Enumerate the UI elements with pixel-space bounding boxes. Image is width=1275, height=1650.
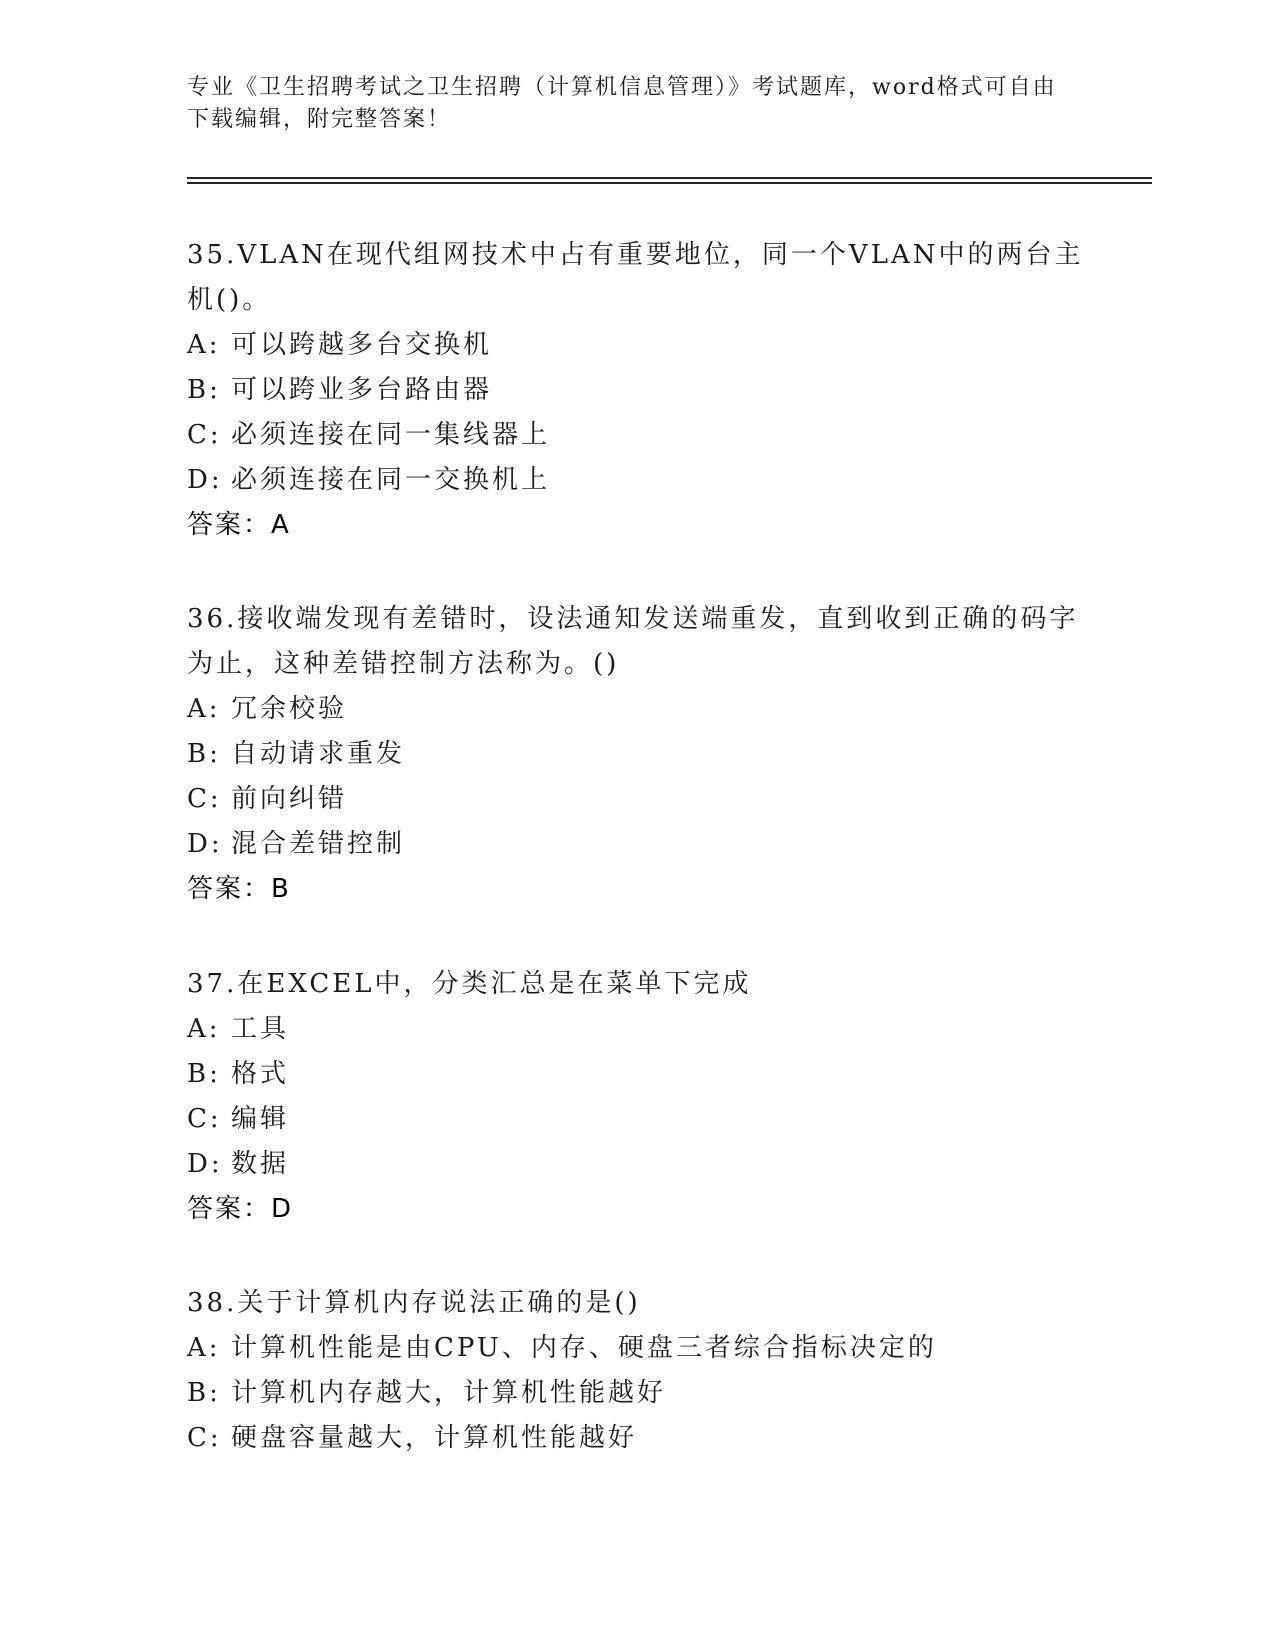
option-text: 必须连接在同一集线器上 xyxy=(231,420,551,450)
question-36 xyxy=(187,597,1087,912)
option-text: 工具 xyxy=(231,1014,290,1044)
option-b xyxy=(187,732,1087,777)
option-a xyxy=(187,1007,1087,1052)
question-38 xyxy=(187,1281,1087,1461)
option-text: 可以跨越多台交换机 xyxy=(231,330,493,360)
option-letter: B: xyxy=(187,1059,221,1089)
answer-label: 答案：D xyxy=(187,1194,294,1224)
question-text: 36.接收端发现有差错时，设法通知发送端重发，直到收到正确的码字为止，这种差错控制方法称为。() xyxy=(187,604,1079,679)
option-letter: A: xyxy=(187,1333,221,1363)
option-text: 硬盘容量越大，计算机性能越好 xyxy=(231,1423,638,1453)
option-text: 混合差错控制 xyxy=(231,829,406,859)
question-37 xyxy=(187,962,1087,1232)
option-text: 数据 xyxy=(231,1149,290,1179)
option-a xyxy=(187,323,1087,368)
option-letter: B: xyxy=(187,1378,221,1408)
option-letter: B: xyxy=(187,375,221,405)
header-divider-bottom xyxy=(187,182,1152,184)
option-b xyxy=(187,1371,1087,1416)
question-35 xyxy=(187,233,1087,548)
option-letter: A: xyxy=(187,330,221,360)
option-letter: A: xyxy=(187,694,221,724)
option-text: 必须连接在同一交换机上 xyxy=(231,465,551,495)
header-divider-top xyxy=(187,177,1152,179)
option-c xyxy=(187,1416,1087,1461)
question-text: 37.在EXCEL中，分类汇总是在菜单下完成 xyxy=(187,969,752,999)
option-a xyxy=(187,687,1087,732)
answer-label: 答案：B xyxy=(187,874,291,904)
option-a xyxy=(187,1326,1087,1371)
document-header: 专业《卫生招聘考试之卫生招聘（计算机信息管理）》考试题库，word格式可自由下载编辑，附完整答案！ xyxy=(187,75,1057,132)
option-text: 计算机性能是由CPU、内存、硬盘三者综合指标决定的 xyxy=(231,1333,937,1363)
option-d xyxy=(187,458,1087,503)
option-c xyxy=(187,1097,1087,1142)
question-text: 35.VLAN在现代组网技术中占有重要地位，同一个VLAN中的两台主机()。 xyxy=(187,240,1084,315)
option-text: 计算机内存越大，计算机性能越好 xyxy=(231,1378,667,1408)
option-d xyxy=(187,1142,1087,1187)
option-text: 自动请求重发 xyxy=(231,739,406,769)
option-text: 前向纠错 xyxy=(231,784,348,814)
option-text: 编辑 xyxy=(231,1104,290,1134)
option-d xyxy=(187,822,1087,867)
option-c xyxy=(187,777,1087,822)
option-letter: D: xyxy=(187,829,223,859)
option-letter: A: xyxy=(187,1014,221,1044)
question-text: 38.关于计算机内存说法正确的是() xyxy=(187,1288,641,1318)
option-text: 格式 xyxy=(231,1059,290,1089)
option-letter: C: xyxy=(187,784,222,814)
option-b xyxy=(187,1052,1087,1097)
option-b xyxy=(187,368,1087,413)
option-text: 冗余校验 xyxy=(231,694,348,724)
answer-label: 答案：A xyxy=(187,510,291,540)
option-letter: C: xyxy=(187,420,222,450)
option-text: 可以跨业多台路由器 xyxy=(231,375,493,405)
option-letter: B: xyxy=(187,739,221,769)
option-letter: C: xyxy=(187,1104,222,1134)
option-letter: C: xyxy=(187,1423,222,1453)
option-c xyxy=(187,413,1087,458)
option-letter: D: xyxy=(187,1149,223,1179)
option-letter: D: xyxy=(187,465,223,495)
